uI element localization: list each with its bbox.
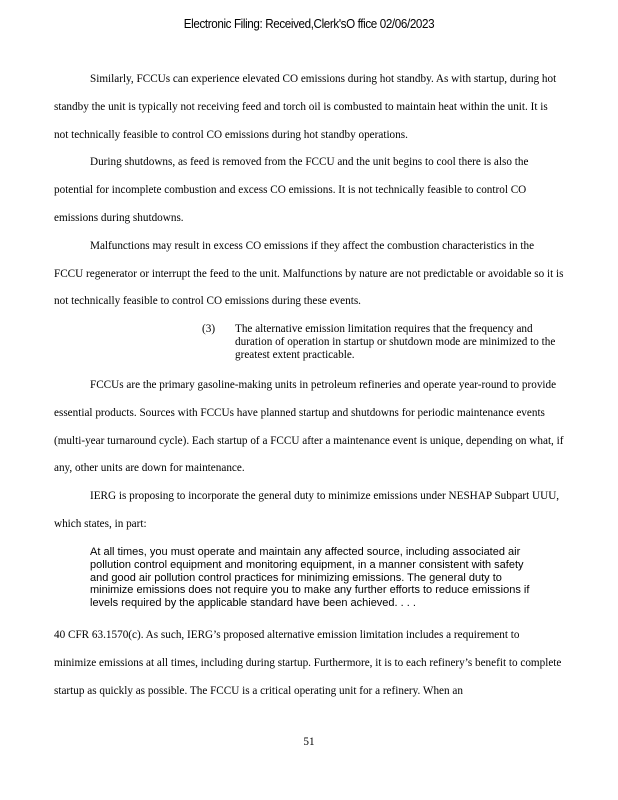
paragraph-hot-standby: Similarly, FCCUs can experience elevated CO emissions during hot standby. As with startup, during hot standby the unit is typically not receiving feed and torch oil is combusted to maintain heat within the unit. It is not technically feasible to control CO emissions during hot standby operations. (54, 73, 557, 141)
paragraph-shutdowns: During shutdowns, as feed is removed from the FCCU and the unit begins to cool there is also the potential for incomplete combustion and excess CO emissions. It is not technically feasible to control CO emissions during shutdowns. (54, 156, 529, 224)
criterion-number: (3) (202, 323, 216, 335)
body-section-3 (54, 622, 564, 705)
page-number: 51 (303, 736, 315, 748)
paragraph-malfunctions: Malfunctions may result in excess CO emissions if they affect the combustion characteristics in the FCCU regenerator or interrupt the feed to the unit. Malfunctions by nature are not predictable or avoidable so it is not technically feasible to control CO emissions during these events. (54, 239, 564, 308)
electronic-filing-stamp: Electronic Filing: Received,Clerk'sO ffice 02/06/2023 (183, 17, 435, 31)
paragraph-citation: 40 CFR 63.1570(c). As such, IERG’s proposed alternative emission limitation includes a requirement to minimize emissions at all times, including during startup. Furthermore, it is to each refinery’s benefit to complete startup as quickly as possible. The FCCU is a critical operating unit for a refinery. When an (54, 629, 562, 697)
paragraph-ierg-proposal: IERG is proposing to incorporate the general duty to minimize emissions under NESHAP Subpart UUU, which states, in part: (54, 490, 560, 530)
paragraph-fccu-overview: FCCUs are the primary gasoline-making units in petroleum refineries and operate year-round to provide essential products. Sources with FCCUs have planned startup and shutdowns for periodic maintenance events (multi-year turnaround cycle). Each startup of a FCCU after a maintenance event is unique, depending on what, if any, other units are down for maintenance. (54, 379, 564, 475)
block-quote: At all times, you must operate and maintain any affected source, including associated air pollution control equipment and monitoring equipment, in a manner consistent with safety and good air pollution control practices for minimizing emissions. The general duty to minimize emissions does not require you to make any further efforts to reduce emissions if levels required by the applicable standard have been achieved. . . . (90, 546, 530, 610)
body-section-2 (54, 372, 564, 539)
criterion-text: The alternative emission limitation requires that the frequency and duration of operation in startup or shutdown mode are minimized to the greatest extent practicable. (235, 323, 556, 361)
body-section-1 (54, 66, 564, 316)
